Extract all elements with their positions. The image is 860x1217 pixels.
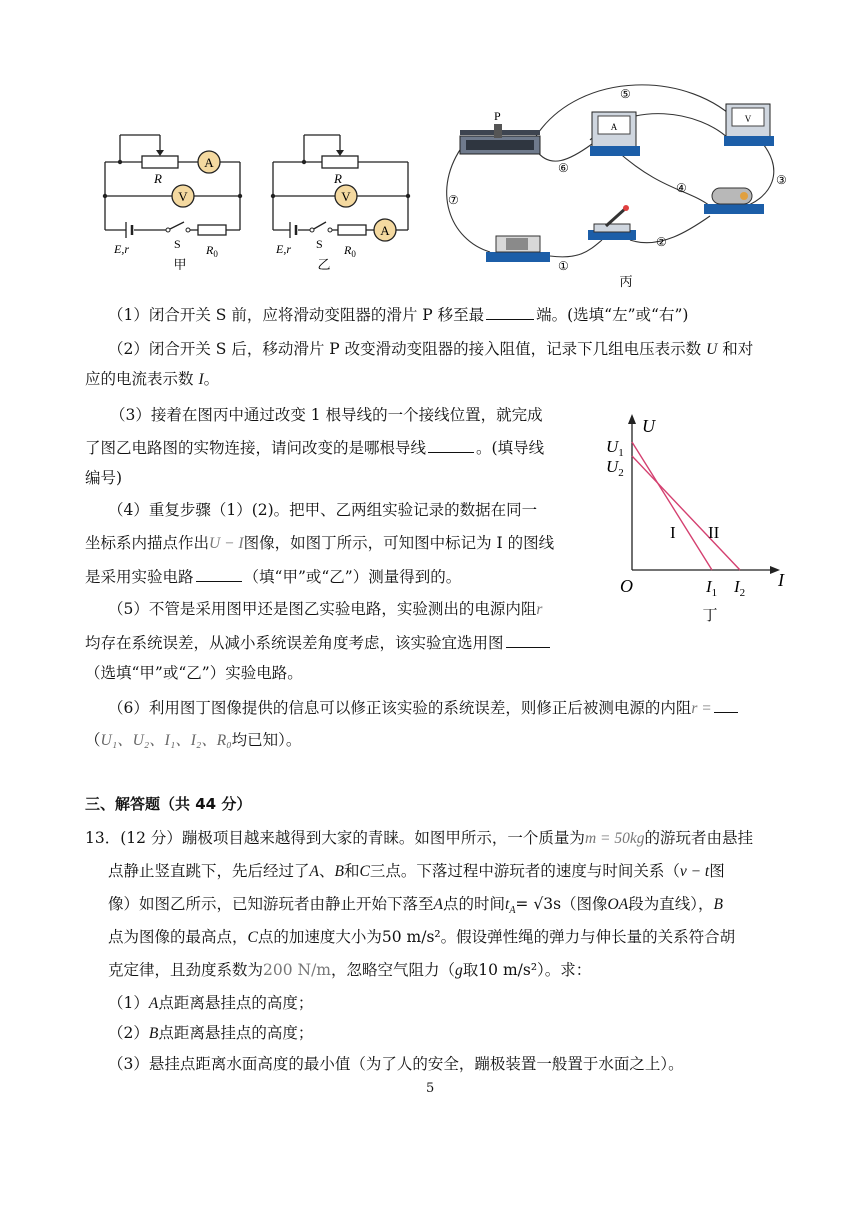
page-number: 5 xyxy=(426,1081,435,1096)
switch-label: S xyxy=(316,237,323,251)
answer-blank[interactable] xyxy=(196,565,242,582)
figure-caption: 乙 xyxy=(317,258,331,270)
question-4-cont2: 是采用实验电路 （填“甲”或“乙”）测量得到的。 xyxy=(85,565,461,588)
resistor-label: $R_0$ xyxy=(344,243,356,259)
line-ii-label: II xyxy=(708,523,720,542)
answer-blank[interactable] xyxy=(506,631,550,648)
answer-blank[interactable] xyxy=(714,696,738,713)
question-13-sub-1: （1）A点距离悬挂点的高度； xyxy=(108,994,314,1012)
u2-label: $U_2$ xyxy=(606,457,624,479)
u1-label: $U_1$ xyxy=(606,437,624,459)
i2-label: $I_2$ xyxy=(734,577,746,599)
question-5: （5）不管是采用图甲还是图乙实验电路，实验测出的电源内阻r xyxy=(108,600,543,618)
question-13-line-2: 点静止竖直跳下，先后经过了A、B和C三点。下落过程中游玩者的速度与时间关系（v − t图 xyxy=(108,862,725,880)
question-13-line-3: 像）如图乙所示，已知游玩者由静止开始下落至A点的时间$t_A= √3s$（图像OA段为直线），B xyxy=(108,895,723,917)
battery-label: E,r xyxy=(276,242,291,256)
switch-apparatus xyxy=(588,205,636,240)
wire-label-4: ④ xyxy=(676,181,687,195)
switch-label: S xyxy=(174,237,181,251)
figure-caption: 丙 xyxy=(619,275,633,290)
question-2-cont: 应的电流表示数 I。 xyxy=(85,370,220,388)
voltmeter-label: V xyxy=(178,189,188,204)
slider-label: P xyxy=(494,109,501,123)
question-5-cont2: （选填“甲”或“乙”）实验电路。 xyxy=(85,664,303,682)
question-4-cont: 坐标系内描点作出U − I图像，如图丁所示，可知图中标记为 I 的图线 xyxy=(85,534,555,552)
wire-label-1: ① xyxy=(558,259,569,273)
battery-apparatus xyxy=(486,236,550,262)
wire-label-3: ③ xyxy=(776,173,787,187)
voltmeter-apparatus xyxy=(724,104,774,146)
ammeter-apparatus xyxy=(590,112,640,156)
circuit-figure-jia xyxy=(100,130,250,270)
section-heading: 三、解答题（共 44 分） xyxy=(85,795,252,813)
wire-label-2: ② xyxy=(656,235,667,249)
ammeter-label: A xyxy=(380,223,390,238)
question-13-line-5: 克定律，且劲度系数为200 N/m，忽略空气阻力（g取10 m/s²）。求： xyxy=(108,961,592,979)
i1-label: $I_1$ xyxy=(706,577,718,599)
axis-i-label: I xyxy=(778,570,784,590)
question-2: （2）闭合开关 S 后，移动滑片 P 改变滑动变阻器的接入阻值，记录下几组电压表示数 U 和对 xyxy=(108,340,754,358)
apparatus-figure-bing xyxy=(440,80,800,292)
question-3: （3）接着在图丙中通过改变 1 根导线的一个接线位置，就完成 xyxy=(110,406,543,424)
voltmeter-label: V xyxy=(341,189,351,204)
ammeter-label: A xyxy=(204,155,214,170)
question-3-cont: 了图乙电路图的实物连接，请问改变的是哪根导线 。(填导线 xyxy=(85,436,544,459)
origin-label: O xyxy=(620,576,633,596)
circuit-figure-yi xyxy=(268,130,418,270)
wire-label-5: ⑤ xyxy=(620,87,631,101)
question-13-line-4: 点为图像的最高点，C点的加速度大小为50 m/s²。假设弹性绳的弹力与伸长量的关系符合胡 xyxy=(108,928,736,946)
voltmeter-label: V xyxy=(744,114,752,124)
question-5-cont: 均存在系统误差，从减小系统误差角度考虑，该实验宜选用图 xyxy=(85,631,552,654)
line-i-label: I xyxy=(670,523,676,542)
answer-blank[interactable] xyxy=(486,303,534,320)
resistor-label: $R_0$ xyxy=(206,243,218,259)
wire-label-6: ⑥ xyxy=(558,161,569,175)
question-1: （1）闭合开关 S 前，应将滑动变阻器的滑片 P 移至最 端。(选填“左”或“右”) xyxy=(108,303,688,326)
question-6-cont: （U₁、U₂、I₁、I₂、R₀均已知）。 xyxy=(85,731,302,749)
wire-label-7: ⑦ xyxy=(448,193,459,207)
rheostat-label: R xyxy=(334,171,342,186)
ui-graph-figure-ding xyxy=(600,410,800,628)
question-4: （4）重复步骤（1）(2)。把甲、乙两组实验记录的数据在同一 xyxy=(108,501,538,519)
ammeter-label: A xyxy=(610,122,618,132)
figure-caption: 甲 xyxy=(173,258,187,270)
question-13-line-1: 13．(12 分）蹦极项目越来越得到大家的青睐。如图甲所示，一个质量为m = 50kg的游玩者由悬挂 xyxy=(85,829,753,847)
axis-u-label: U xyxy=(642,416,655,436)
question-6: （6）利用图丁图像提供的信息可以修正该实验的系统误差，则修正后被测电源的内阻r = xyxy=(108,696,740,720)
battery-label: E,r xyxy=(114,242,129,256)
question-13-sub-2: （2）B点距离悬挂点的高度； xyxy=(108,1024,314,1042)
question-13-sub-3: （3）悬挂点距离水面高度的最小值（为了人的安全，蹦极装置一般置于水面之上）。 xyxy=(108,1055,684,1073)
figure-caption: 丁 xyxy=(702,606,718,624)
rheostat-label: R xyxy=(154,171,162,186)
answer-blank[interactable] xyxy=(428,436,474,453)
question-3-cont2: 编号) xyxy=(85,469,123,487)
rheostat-apparatus xyxy=(460,124,540,154)
